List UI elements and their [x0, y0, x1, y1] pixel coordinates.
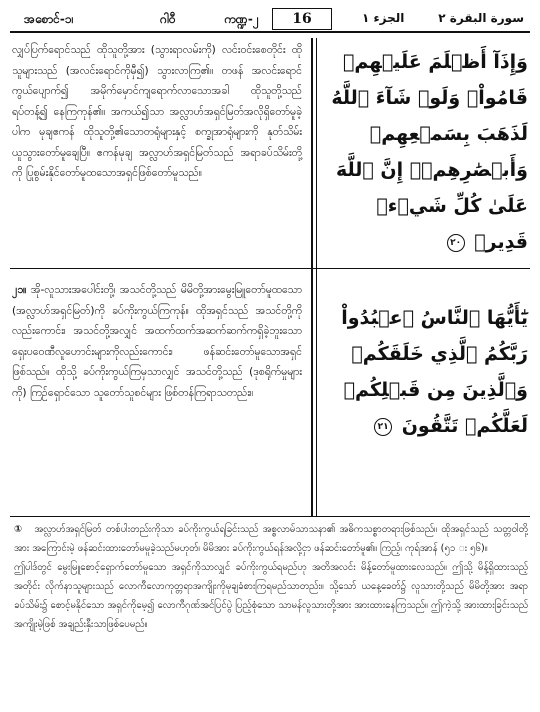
translation-block-2	[12, 280, 302, 403]
header-surah-label: سورة البقرة ٢	[438, 11, 524, 25]
footnote-marker: ①	[14, 524, 23, 535]
footnote-rule	[10, 516, 530, 517]
ayah-number-mark-1: ٢٠	[447, 234, 465, 252]
footnote-paragraph-2: ဤပါဒ်တွင် မွေးမြူစောင့်ရှောက်တော်မူသော အရှင်ကိုသာလျှင် ခပ်ကိုးကွယ်ရမည်ဟု အတိအလင်း မိန့်တော်မူထားလေသည်။ ဤသို့ မိန့်ရှိထားသည့်အတိုင်း လိုက်နာသူများသည် လောကီလောကုတ္တရာအကျိုးကိုမုချခံစားကြရမည်သာတည်း။ သို့သော် ယနေ့ခေတ်၌ လူသားတို့သည် မိမိတို့အား အရာခပ်သိမ်း၌ စောင့်မနိုင်သော အရှင်ကိုမေ့၍ လောကီဂုဏ်အင်ပြင်ပွဲ ပြည့်စုံသော သာမန်လူသားတို့အား အားထားနေကြသည်။ ဤကဲ့သို့ အားထားခြင်းသည် အကျိုးမဲ့ဖြစ် အချည်းနှီးသာဖြစ်ပေမည်။	[14, 562, 528, 630]
translation-block-1	[12, 40, 302, 184]
verse-number-label: ၂၁။	[12, 284, 27, 296]
header-section-label: ကဏ္ဍ-၂	[224, 12, 259, 26]
header-rule	[10, 31, 530, 33]
section-divider	[10, 268, 530, 269]
footnote-paragraph-1: အလ္လာဟ်အရှင်မြတ် တစ်ပါးတည်းကိုသာ ခပ်ကိုးကွယ်ရခြင်းသည် အစ္စလာမ်သာသနာ၏ အဓိကသစ္စာတရားဖြစ်သည်။ ထိုအရှင်သည် သတ္တဝါတို့အား အကြောင်းမဲ့ ဖန်ဆင်းထားတော်မမူခဲ့သည်မဟုတ်၊ မိမိအား ခပ်ကိုးကွယ်ရန်အလို့ငှာ ဖန်ဆင်းတော်မူ၏။ ကြည့်၊ ကုရ်အာန် (၅၁ း ၅၆)။	[14, 524, 528, 554]
header-part-label: ဂါဝီ	[160, 12, 176, 26]
translation-text-1: လျှပ်ပြက်ရောင်သည် ထိုသူတို့အား (သွားရာလမ်းကို) လင်းဝင်းစေတိုင်း ထိုသူများသည် (အလင်းရောင်ကိုမှီ၍) သွားလာကြ၏။ တဖန် အလင်းရောင်ကွယ်ပျောက်၍ အမိုက်မှောင်ကျရောက်လာသောအခါ ထိုသူတို့သည် ရပ်တန့်၍ နေကြကုန်၏။ အကယ်၍သာ အလ္လာဟ်အရှင်မြတ်အလိုရှိတော်မူခဲ့ပါက မုချဧကန် ထိုသူတို့၏သောတရုံများနှင့် စက္ခုအာရုံများကို နုတ်သိမ်းယူသွားတော်မူချေပြီ။ ဧကန်မုချ အလ္လာဟ်အရှင်မြတ်သည် အရာခပ်သိမ်းတို့ကို ပြုစွမ်းနိုင်တော်မူထသောအရှင်ဖြစ်တော်မူသည်။	[12, 44, 302, 179]
footnote-block	[14, 520, 528, 634]
arabic-verse-block-1	[320, 44, 528, 260]
column-divider-inner	[316, 38, 317, 516]
translation-text-2: အို-လူသားအပေါင်းတို့၊ အသင်တို့သည် မိမိတို့အားမွေးမြူတော်မူထသော (အလ္လာဟ်အရှင်မြတ်)ကို ခပ်ကိုးကွယ်ကြကုန်။ ထိုအရှင်သည် အသင်တို့ကိုလည်းကောင်း၊ အသင်တို့အလျှင် အထက်ထက်အဆက်ဆက်ကရှိခဲ့ဘူးသော ရှေးပဝေဏီလူဟောင်းများကိုလည်းကောင်း၊ ဖန်ဆင်းတော်မူသောအရှင်ဖြစ်သည်။ ထိုသို့ ခပ်ကိုးကွယ်ကြမှသာလျှင် အသင်တို့သည် (ဒုစရိုက်မှုများကို) ကြဉ်ရှောင်သော သူတော်သူစင်များ ဖြစ်တန်ကြရာသတည်း။	[12, 284, 302, 399]
column-divider	[311, 38, 313, 516]
arabic-verse-text-2: يَٰٓأَيُّهَا ٱلنَّاسُ ٱعۡبُدُواْ رَبَّكُمُ ٱلَّذِي خَلَقَكُمۡ وَٱلَّذِينَ مِن قَبۡلِكُمۡ لَعَلَّكُمۡ تَتَّقُونَ	[341, 307, 528, 437]
header-volume-label: အစောင်-၁၊	[24, 12, 74, 26]
arabic-verse-block-2	[320, 300, 528, 444]
ayah-number-mark-2: ٢١	[374, 418, 392, 436]
page-header	[10, 8, 530, 32]
header-juz-label: الجزء ١	[362, 11, 405, 25]
page-number: 16	[272, 8, 332, 30]
arabic-verse-text-1: وَإِذَآ أَظۡلَمَ عَلَيۡهِمۡ قَامُواْۚ وَلَوۡ شَآءَ ٱللَّهُ لَذَهَبَ بِسَمۡعِهِمۡ وَأَبۡصَٰرِهِمۡۚ إِنَّ ٱللَّهَ عَلَىٰ كُلِّ شَيۡءٖ قَدِيرٞ	[331, 51, 528, 253]
